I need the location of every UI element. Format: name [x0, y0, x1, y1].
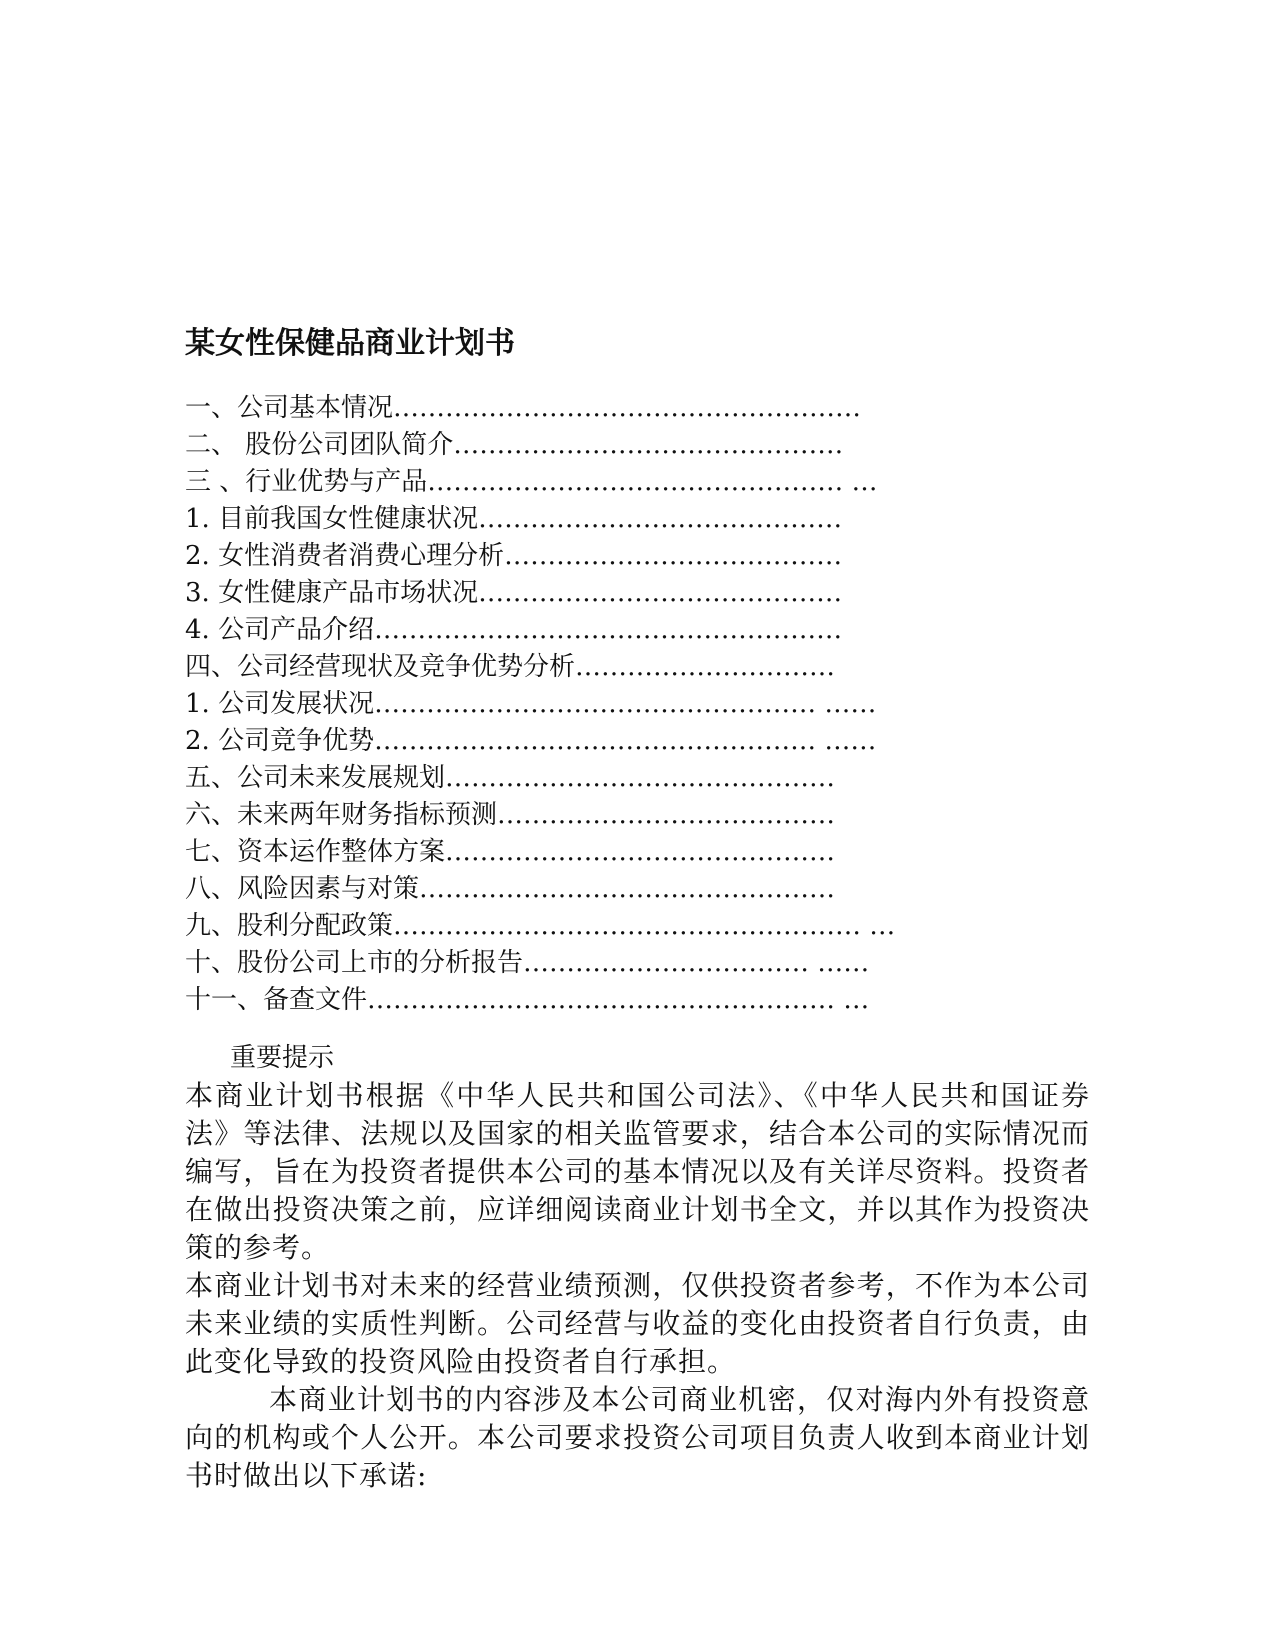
toc-entry: 六、未来两年财务指标预测…………………………………	[185, 800, 836, 830]
toc-entry: 四、公司经营现状及竞争优势分析…………………………	[185, 652, 836, 682]
toc-entry: 1. 公司发展状况…………………………………………… ……	[185, 689, 877, 719]
toc-entry: 七、资本运作整体方案………………………………………	[185, 837, 836, 867]
notice-heading: 重要提示	[230, 1043, 335, 1073]
toc-entry: 五、公司未来发展规划………………………………………	[185, 763, 836, 793]
toc-entry: 4. 公司产品介绍………………………………………………	[185, 615, 843, 645]
table-of-contents	[185, 390, 945, 1019]
toc-entry: 1. 目前我国女性健康状况……………………………………	[185, 504, 843, 534]
notice-body	[185, 1077, 1090, 1495]
toc-entry: 十、股份公司上市的分析报告…………………………… ……	[185, 948, 870, 978]
document-title: 某女性保健品商业计划书	[185, 326, 515, 361]
notice-paragraph: 本商业计划书对未来的经营业绩预测，仅供投资者参考，不作为本公司未来业绩的实质性判断。公司经营与收益的变化由投资者自行负责，由此变化导致的投资风险由投资者自行承担。	[185, 1269, 1090, 1378]
notice-paragraph: 本商业计划书的内容涉及本公司商业机密，仅对海内外有投资意向的机构或个人公开。本公司要求投资公司项目负责人收到本商业计划书时做出以下承诺:	[185, 1383, 1090, 1492]
toc-entry: 2. 女性消费者消费心理分析…………………………………	[185, 541, 843, 571]
toc-entry: 一、公司基本情况………………………………………………	[185, 393, 862, 423]
toc-entry: 2. 公司竞争优势…………………………………………… ……	[185, 726, 877, 756]
toc-entry: 二、 股份公司团队简介………………………………………	[185, 430, 844, 460]
toc-entry: 三 、行业优势与产品………………………………………… …	[185, 467, 878, 497]
notice-paragraph: 本商业计划书根据《中华人民共和国公司法》、《中华人民共和国证券法》等法律、法规以及国家的相关监管要求，结合本公司的实际情况而编写，旨在为投资者提供本公司的基本情况以及有关详尽资料。投资者在做出投资决策之前，应详细阅读商业计划书全文，并以其作为投资决策的参考。	[185, 1079, 1090, 1264]
toc-entry: 十一、备查文件……………………………………………… …	[185, 985, 870, 1015]
toc-entry: 3. 女性健康产品市场状况……………………………………	[185, 578, 843, 608]
toc-entry: 八、风险因素与对策…………………………………………	[185, 874, 836, 904]
toc-entry: 九、股利分配政策……………………………………………… …	[185, 911, 896, 941]
